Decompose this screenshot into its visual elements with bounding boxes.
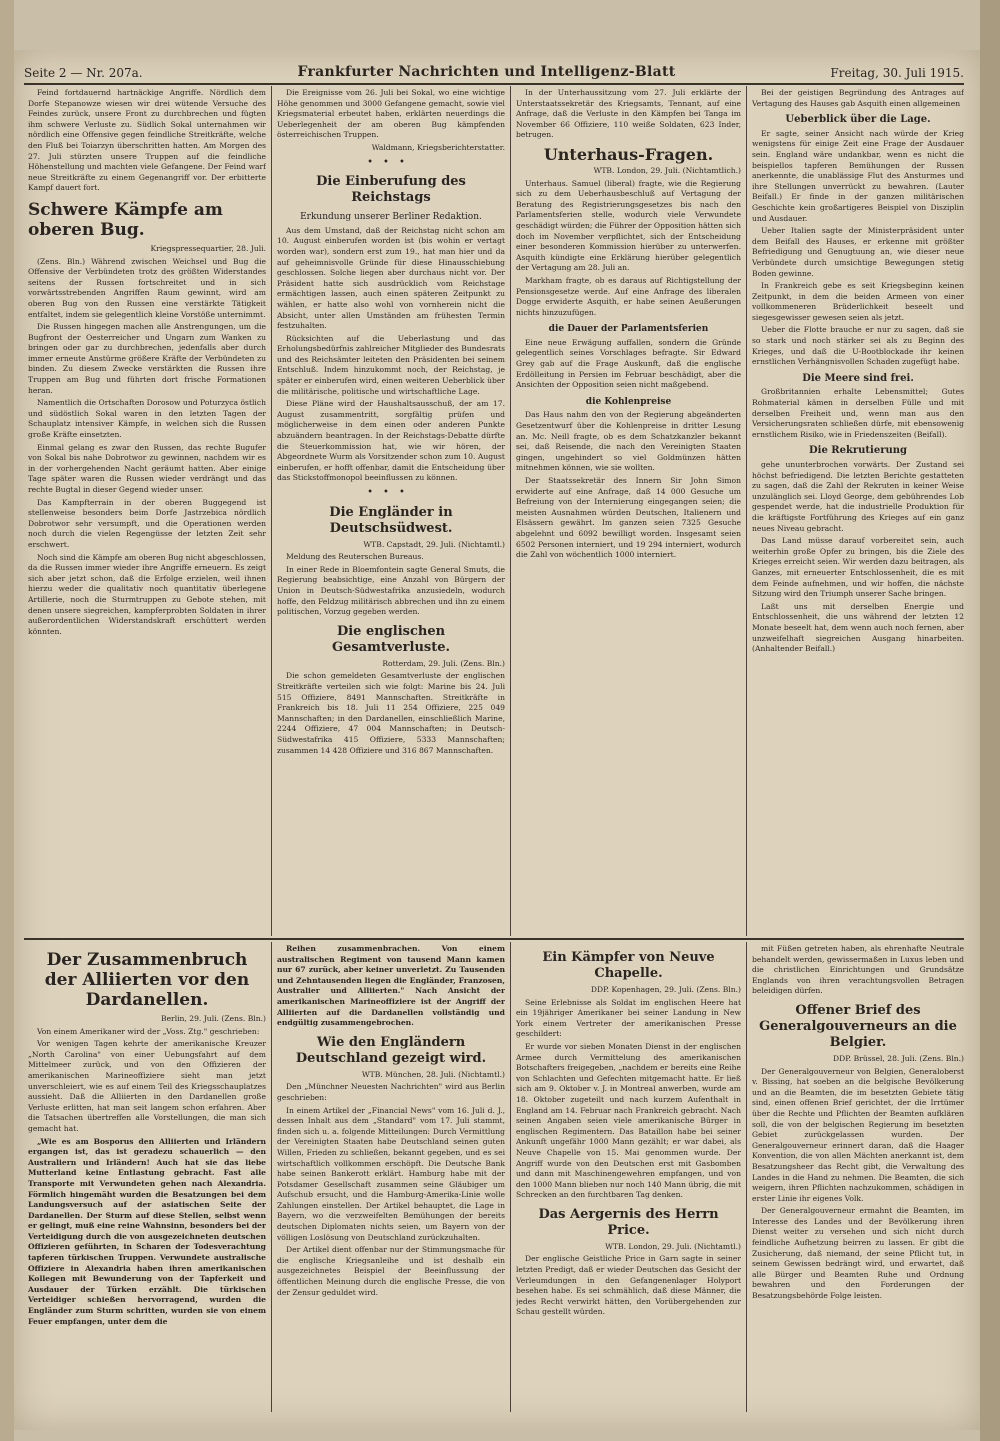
column-rule bbox=[271, 86, 272, 936]
paragraph: (Zens. Bln.) Während zwischen Weichsel und Bug die Offensive der Verbündeten trotz des größten Widerstandes seitens der Russen fortschreitet und in sich vorwärtsstrebenden Angriffen Raum gewinnt, wird am oberen Bug von den Russen eine verstärkte Tätigkeit entfaltet, indem sie gelegentlich kleine Vorstöße unternimmt. bbox=[28, 256, 266, 319]
paragraph: Unterhaus. Samuel (liberal) fragte, wie die Regierung sich zu dem Ueberhausbeschluß auf Vertagung der Beratung des Registrierungsgesetzes bis nach den Parlamentsferien stelle, wodurch viele Verwundete geschädigt würden; die Führer der Opposition hätten sich doch im November verpflichtet, sich der Entscheidung einer besonderen Kommission hierüber zu unterwerfen. Asquith kündigte eine Erklärung hierüber gelegentlich der Vertagung am 28. Juli an. bbox=[516, 178, 741, 273]
paragraph: Aus dem Umstand, daß der Reichstag nicht schon am 10. August einberufen worden ist (bis wohin er vertagt worden war), sondern erst zum 19., hat man hier und da auf geheimnisvolle Gründe für diese Hinausschiebung geschlossen. Solche liegen aber durchaus nicht vor. Der Präsident hatte sich ausdrücklich vom Reichstage ermächtigen lassen, auch einen späteren Zeitpunkt zu wählen, er hatte also wohl von vornherein nicht die Absicht, unter allen Umständen am frühesten Termin festzuhalten. bbox=[277, 225, 505, 331]
paragraph: Der Generalgouverneur von Belgien, Generaloberst v. Bissing, hat soeben an die belgische Bevölkerung und an die Beamten, die im besetzten Gebiete tätig sind, einen offenen Brief gerichtet, der die Irrtümer über die Rechte und Pflichten der Beamten aufklären soll, die von der belgischen Regierung im besetzten Gebiet zurückgelassen wurden. Der Generalgouverneur erinnert daran, daß die Haager Konvention, die von allen Mächten anerkannt ist, dem Besatzungsheer das Recht gibt, die Verwaltung des Landes in die Hand zu nehmen. Die Beamten, die sich weigern, ihren Pflichten nachzukommen, schädigen in erster Linie ihr eigenes Volk. bbox=[752, 1066, 964, 1203]
paragraph: Seine Erlebnisse als Soldat im englischen Heere hat ein 19jähriger Amerikaner bei seiner Landung in New York einem Vertreter der amerikanischen Presse geschildert: bbox=[516, 997, 741, 1039]
dateline: WTB. London, 29. Juli. (Nichtamtlich.) bbox=[593, 165, 741, 175]
paragraph: Diese Pläne wird der Haushaltsausschuß, der am 17. August zusammentritt, sorgfältig prüfen und möglicherweise in dem einen oder anderen Punkte abzuändern beantragen. In der Reichstags-Debatte dürfte die Steuerkommission hat, wie wir hören, der Abgeordnete Wurm als Vorsitzender schon zum 10. August einberufen, er hofft offenbar, damit die Entscheidung über das Stickstoffmonopol beeinflussen zu können. bbox=[277, 399, 505, 483]
paragraph: In einem Artikel der „Financial News" vom 16. Juli d. J., dessen Inhalt aus dem „Standard" vom 17. Juli stammt, finden sich u. a. folgende Mitteilungen: Durch Vermittlung der Vereinigten Staaten habe Deutschland seinen guten Willen, Frieden zu schließen, bekannt gegeben, und es sei wirtschaftlich vollkommen erschöpft. Die Deutsche Bank habe seinen Bankerott erklärt. Hamburg habe mit der Potsdamer Gesellschaft zusammen seine Gläubiger um Aufschub ersucht, und die Hamburg-Amerika-Linie wolle Zahlungen einstellen. Der Artikel behauptet, die Lage in Bayern, wo die verzweifelten Bemühungen der bereits deutschen Diplomaten nichts seien, um Bayern von der völligen Loslösung von Deutschland zurückzuhalten. bbox=[277, 1105, 505, 1242]
headline-offener-brief: Offener Brief des Generalgouverneurs an die Belgier. bbox=[759, 1002, 957, 1050]
section-rule bbox=[24, 938, 964, 940]
subheadline-parlamentsferien: die Dauer der Parlamentsferien bbox=[548, 324, 709, 335]
paragraph: Einmal gelang es zwar den Russen, das rechte Bugufer von Sokal bis nahe Dobrotwor zu gewinnen, nachdem wir es in der vorhergehenden Nacht geräumt hatten. Aber einige Tage später waren die Russen wieder verdrängt und das rechte Bugtal in dieser Gegend wieder unser. bbox=[28, 442, 266, 494]
paragraph: Der Staatssekretär des Innern Sir John Simon erwiderte auf eine Anfrage, daß 14 000 Gesuche um Befreiung von der Internierung eingegangen seien; die meisten Ausnahmen würden Deutschen, Italienern und Elsässern gewährt. Im ganzen seien 7325 Gesuche abgelehnt und 6092 bewilligt worden. Insgesamt seien 6502 Personen interniert, und 19 294 interniert, wodurch die Zahl von wöchentlich 1000 interniert. bbox=[516, 476, 741, 560]
dateline: Rotterdam, 29. Juli. (Zens. Bln.) bbox=[382, 658, 505, 668]
column-rule bbox=[271, 942, 272, 1412]
headline-deutschsuedwest: Die Engländer in Deutschsüdwest. bbox=[329, 504, 453, 536]
page-edge-left bbox=[0, 0, 14, 1441]
paragraph: Den „Münchner Neuesten Nachrichten" wird aus Berlin geschrieben: bbox=[277, 1082, 505, 1102]
headline-price: Das Aergernis des Herrn Price. bbox=[538, 1206, 719, 1238]
column-1 bbox=[28, 88, 266, 934]
bottom-column-4 bbox=[752, 944, 964, 1414]
paragraph: In Frankreich gebe es seit Kriegsbeginn keinen Zeitpunkt, in dem die beiden Armeen von einer vollkommeneren Brüderlichkeit beseelt und siegesgewisser gewesen seien als jetzt. bbox=[752, 281, 964, 322]
paragraph: Die schon gemeldeten Gesamtverluste der englischen Streitkräfte verteilen sich wie folgt: Marine bis 24. Juli 515 Offiziere, 8491 Mannschaften. Streitkräfte in Frankreich bis 18. Juli 11 254 Offiziere, 225 049 Mannschaften; in den Dardanellen, einschließlich Marine, 2244 Offiziere, 47 004 Mannschaften; in Deutsch-Südwestafrika 415 Offiziere, 5333 Mannschaften; zusammen 14 428 Offiziere und 316 867 Mannschaften. bbox=[277, 671, 505, 755]
dateline: Berlin, 29. Juli. (Zens. Bln.) bbox=[160, 1014, 266, 1023]
column-2 bbox=[277, 88, 505, 934]
paragraph: Markham fragte, ob es daraus auf Richtigstellung der Pensionsgesetze werde. Auf eine Anfrage des liberalen Dogge erwiderte Asquith, er habe seinen Aeußerungen nichts hinzuzufügen. bbox=[516, 275, 741, 317]
headline-gesamtverluste: Die englischen Gesamtverluste. bbox=[331, 623, 451, 655]
subheadline: Erkundung unserer Berliner Redaktion. bbox=[300, 212, 482, 223]
paragraph: Laßt uns mit derselben Energie und Entschlossenheit, die uns während der letzten 12 Monate beseelt hat, dem wenn auch noch fernen, aber unzweifelhaft siegreichen Ausgang hinarbeiten. (Anhaltender Beifall.) bbox=[752, 601, 964, 654]
paragraph: Das Land müsse darauf vorbereitet sein, auch weiterhin große Opfer zu bringen, bis die Ziele des Krieges erreicht seien. Wir werden dazu beitragen, als Ganzes, mit erneuerter Entschlossenheit, die es mit dem Feinde aufnehmen, und wir hoffen, die nächste Sitzung wird den Triumph unserer Sache bringen. bbox=[752, 536, 964, 599]
paragraph: Er sagte, seiner Ansicht nach würde der Krieg wenigstens für einige Zeit eine Frage der Ausdauer sein. England wäre undankbar, wenn es nicht die beispiellos tapferen Bemühungen der Russen anerkennte, die unablässige Flut des Ansturmes und ihre Stellungen unverrückt zu bewahren. (Lauter Beifall.) Er finde in der ganzen militärischen Geschichte kein großartigeres Beispiel von Disziplin und Ausdauer. bbox=[752, 128, 964, 223]
signature: Waldmann, Kriegsberichterstatter. bbox=[371, 142, 505, 152]
column-rule bbox=[746, 86, 747, 936]
article-continuation: Bei der geistigen Begründung des Antrages auf Vertagung des Hauses gab Asquith einen allgemeinen bbox=[752, 88, 964, 108]
headline-reichstag: Die Einberufung des Reichstags bbox=[316, 174, 466, 206]
bottom-column-3 bbox=[516, 944, 741, 1414]
page-edge-right bbox=[980, 0, 1000, 1441]
masthead bbox=[24, 56, 964, 85]
paragraph: Reihen zusammenbrachen. Von einem australischen Regiment von tausend Mann kamen nur 67 zurück, aber keiner unverletzt. Zu Tausenden und Zehntausenden liegen die Engländer, Franzosen, Australier und Alliierten." Nach Ansicht der amerikanischen Marineoffiziere ist der Angriff der Alliierten auf die Dardanellen vollständig und endgültig zusammengebrochen. bbox=[277, 944, 505, 1028]
dateline: Kriegspressequartier, 28. Juli. bbox=[150, 243, 266, 253]
issue-date: Freitag, 30. Juli 1915. bbox=[830, 66, 964, 80]
column-rule bbox=[510, 942, 511, 1412]
paragraph: „Wie es am Bosporus den Alliierten und Irländern ergangen ist, das ist geradezu schauerlich — den Australiern und Irländern! Auch hat sie das liebe Mutterland keine Entlastung gebracht. Fast alle Transporte mit Verwundeten gehen nach Alexandria. Förmlich hingemäht wurden die Besatzungen bei dem Landungsversuch auf der asiatischen Seite der Dardanellen. Der Sturm auf diese Stellen, selbst wenn er gelingt, muß eine reine Wahnsinn, besonders bei der Verteidigung durch die von ausgezeichneten deutschen Offizieren geführten, in Scharen der Todesverachtung tapferen türkischen Truppen. Verwundete australische Offiziere in Alexandria haben ihren amerikanischen Kollegen mit Bewunderung von der Tapferkeit und Ausdauer der Türken erzählt. Die türkischen Verteidiger schießen hervorragend, wurden die Engländer zum Sturm schritten, wurden sie von einem Feuer empfangen, unter dem die bbox=[28, 1136, 266, 1326]
paragraph: Das Kampfterrain in der oberen Buggegend ist stellenweise besonders beim Dorfe Jastrzebica nördlich Dobrotwor sehr versumpft, und die Operationen werden noch durch die vielen Regengüsse der letzten Zeit sehr erschwert. bbox=[28, 497, 266, 549]
paragraph: Von einem Amerikaner wird der „Voss. Ztg." geschrieben: bbox=[37, 1026, 260, 1036]
headline-dardanellen: Der Zusammenbruch der Alliierten vor den Dardanellen. bbox=[44, 950, 250, 1010]
subheadline-meere: Die Meere sind frei. bbox=[802, 372, 914, 384]
article-continuation: In der Unterhaussitzung vom 27. Juli erklärte der Unterstaatssekretär des Kriegsamts, Tennant, auf eine Anfrage, daß die Verluste in den Kämpfen bei Tanga im November 66 Offiziere, 110 weiße Soldaten, 623 Inder, betrugen. bbox=[516, 88, 741, 140]
paragraph: Der englische Geistliche Price in Garn sagte in seiner letzten Predigt, daß er wieder Deutschen das Gesicht der Verleumdungen in den Gefangenenlager Holyport besehen habe. Es sei schmählich, daß diese Männer, die jedes Recht verwirkt hätten, den Vorübergehenden zur Schau gestellt würden. bbox=[516, 1254, 741, 1317]
dateline: DDP. Kopenhagen, 29. Juli. (Zens. Bln.) bbox=[590, 985, 741, 994]
headline-bug: Schwere Kämpfe am oberen Bug. bbox=[28, 199, 223, 240]
paragraph: In einer Rede in Bloemfontein sagte General Smuts, die Regierung beabsichtige, eine Anzahl von Bürgern der Union in Deutsch-Südwestafrika anzusiedeln, wodurch hoffe, den Feldzug militärisch abbrechen und ihn zu einem politischen, Vorzug gegeben werden. bbox=[277, 564, 505, 617]
subheadline-lage: Ueberblick über die Lage. bbox=[785, 114, 931, 126]
column-rule bbox=[746, 942, 747, 1412]
subheadline-rekrutierung: Die Rekrutierung bbox=[808, 445, 908, 457]
paragraph: Die Russen hingegen machen alle Anstrengungen, um die Bugfront der Oesterreicher und Ungarn zum Wanken zu bringen oder gar zu durchbrechen, jedenfalls aber durch immer erneute Anstürme größere Kräfte der Verbündeten zu binden. Zu diesem Zwecke verstärkten die Russen ihre Truppen am Bug und führten dort frische Formationen heran. bbox=[28, 322, 266, 395]
paragraph: Meldung des Reuterschen Bureaus. bbox=[286, 552, 424, 562]
paragraph: Großbritannien erhalte Lebensmittel; Gutes Rohmaterial kämen in derselben Fülle und mit derselben Freiheit und, wenn man aus den Versicherungsraten schließen dürfe, mit ebensowenig ernstlichem Risiko, wie in Friedenszeiten (Beifall). bbox=[752, 387, 964, 439]
paragraph: Der Generalgouverneur ermahnt die Beamten, im Interesse des Landes und der Bevölkerung ihren Dienst weiter zu versehen und sich nicht durch feindliche Aufhetzung beirren zu lassen. Er gibt die Zusicherung, daß niemand, der seine Pflicht tut, in seinem Gewissen bedrängt wird, und erwartet, daß alle Bürger und Beamten Ruhe und Ordnung bewahren und den Forderungen der Besatzungsbehörde Folge leisten. bbox=[752, 1206, 964, 1301]
paragraph: Er wurde vor sieben Monaten Dienst in der englischen Armee durch Vermittelung des amerikanischen Botschafters freigegeben, „nachdem er bereits eine Reihe von Schlachten und Gefechten mitgemacht hatte. Er ließ sich am 9. Oktober v. J. in Montreal anwerben, wurde am 18. Oktober zugeteilt und nach kurzem Aufenthalt in England am 14. Februar nach Frankreich gebracht. Nach seinen Angaben seien viele amerikanische Bürger in englischen Regimentern. Das Bataillon habe bei seiner Ankunft ungefähr 1000 Mann gezählt; er war dabei, als Neuve Chapelle von 15. Mai genommen wurde. Der Angriff wurde von den Deutschen erst mit Gasbomben und dann mit Maschinengewehren empfangen, und von den 1000 Mann blieben nur noch 140 Mann übrig, die mit Schrecken an den furchtbaren Tag denken. bbox=[516, 1041, 741, 1200]
dateline: DDP. Brüssel, 28. Juli. (Zens. Bln.) bbox=[833, 1053, 964, 1063]
separator-dots: ••• bbox=[367, 156, 415, 168]
column-3 bbox=[516, 88, 741, 934]
headline-neuve-chapelle: Ein Kämpfer von Neuve Chapelle. bbox=[542, 950, 715, 981]
paragraph: Der Artikel dient offenbar nur der Stimmungsmache für die englische Kriegsanleihe und ist deshalb ein ausgezeichnetes Beispiel der Beeinflussung der öffentlichen Meinung durch die englische Presse, die von der Zensur geduldet wird. bbox=[277, 1245, 505, 1297]
newspaper-title: Frankfurter Nachrichten und Intelligenz-Blatt bbox=[297, 64, 676, 80]
paragraph: Namentlich die Ortschaften Dorosow und Poturzyca östlich und südöstlich Sokal waren in den letzten Tagen der Schauplatz intensiver Kämpfe, in welchen sich die Russen große Kräfte einsetzten. bbox=[28, 398, 266, 440]
paragraph: gehe ununterbrochen vorwärts. Der Zustand sei höchst befriedigend. Die letzten Berichte gestatteten zu sagen, daß die Zahl der Rekruten in keiner Weise unzulänglich sei. Lloyd George, dem gebührendes Lob gespendet werde, hat die industrielle Produktion für die kräftigste Fortführung des Krieges auf ein ganz neues Niveau gebracht. bbox=[752, 460, 964, 533]
paragraph: Vor wenigen Tagen kehrte der amerikanische Kreuzer „North Carolina" von einer Uebungsfahrt auf dem Mittelmeer zurück, und von den Offizieren der amerikanischen Marineoffiziere sieht man jetzt unverschleiert, wie es auf einem Teil des Kriegsschauplatzes aussieht. Daß die Alliierten in den Dardanellen große Verluste erlitten, hat man seit langem schon erfahren. Aber die Tatsachen übertreffen alle Vorstellungen, die man sich gemacht hat. bbox=[28, 1039, 266, 1133]
paragraph: Ueber Italien sagte der Ministerpräsident unter dem Beifall des Hauses, er erkenne mit größter Befriedigung und Genugtuung an, wie dieser neue Verbündete durch umsichtige Bewegungen stetig Boden gewinne. bbox=[752, 226, 964, 278]
article-continuation: Die Ereignisse vom 26. Juli bei Sokal, wo eine wichtige Höhe genommen und 3000 Gefangene gemacht, sowie viel Kriegsmaterial erbeutet haben, erklärten neuerdings die Ueberlegenheit der am oberen Bug kämpfenden österreichischen Truppen. bbox=[277, 88, 505, 140]
page-number: Seite 2 — Nr. 207a. bbox=[24, 66, 143, 80]
separator-dots: ••• bbox=[367, 487, 415, 498]
paragraph: Rücksichten auf die Ueberlastung und das Erholungsbedürfnis zahlreicher Mitglieder des Bundesrats und des Reichsämter leiteten den Präsidenten bei seinem Entschluß. Indem hinzukommt noch, der Reichstag, je später er einberufen wird, einen weiteren Ueberblick über die militärische, politische und wirtschaftliche Lage. bbox=[277, 333, 505, 396]
paragraph: Das Haus nahm den von der Regierung abgeänderten Gesetzentwurf über die Kohlenpreise in dritter Lesung an. Mc. Neill fragte, ob es dem Schatzkanzler bekannt sei, daß Reisende, die nach den Vereinigten Staaten gingen, ungehindert so viel Goldmünzen hätten mitnehmen können, wie sie wollten. bbox=[516, 410, 741, 473]
paragraph: Noch sind die Kämpfe am oberen Bug nicht abgeschlossen, da die Russen immer wieder ihre Angriffe erneuern. Es zeigt sich aber jetzt schon, daß die Erfolge erzielen, weil ihnen hierzu weder die qualitativ noch quantitativ überlegene Artillerie, noch die Sturmtruppen zu Gebote stehen, mit denen unsere siegreichen, kampferprobten Soldaten in ihrer außerordentlichen Widerstandskraft erschüttert werden könnten. bbox=[28, 552, 266, 636]
bottom-column-2 bbox=[277, 944, 505, 1414]
headline-engländer: Wie den Engländern Deutschland gezeigt wird. bbox=[295, 1034, 487, 1066]
paragraph: Ueber die Flotte brauche er nur zu sagen, daß sie so stark und noch stärker sei als zu Beginn des Krieges, und daß die U-Bootblockade ihr keinen ernstlichen Verhängnisvollen Schaden zugefügt habe. bbox=[752, 325, 964, 367]
article-continuation: mit Füßen getreten haben, als ehrenhafte Neutrale behandelt werden, gewissermaßen in Luxus leben und die christlichen Einrichtungen und Grundsätze Englands von ihren verachtungsvollen Betragen beleidigen dürfen. bbox=[752, 944, 964, 996]
dateline: WTB. Capstadt, 29. Juli. (Nichtamtl.) bbox=[363, 539, 505, 549]
column-4 bbox=[752, 88, 964, 934]
dateline: WTB. London, 29. Juli. (Nichtamtl.) bbox=[605, 1241, 741, 1251]
article-continuation: Feind fortdauernd hartnäckige Angriffe. Nördlich dem Dorfe Stepanowze wiesen wir drei wütende Versuche des Feindes zurück, unsere Front zu durchbrechen und fügten ihm schwere Verluste zu. Südlich Sokal unternahmen wir nördlich eine Offensive gegen feindliche Streitkräfte, welche den Fluß bei Toiarzyn überschritten hatten. Am Morgen des 27. Juli stürzten unsere Truppen auf die feindliche Höhenstellung und machten viele Gefangene. Der Feind warf neue Streitkräfte zu einem Gegenangriff vor. Der erbitterte Kampf dauert fort. bbox=[28, 88, 266, 193]
paragraph: Eine neue Erwägung auffallen, sondern die Gründe gelegentlich seines Vorschlages befragte. Sir Edward Grey gab auf die Frage Auskunft, daß die englische Erdölleitung in Persien im Februar beschädigt, aber die Ansichten der Opposition seien nicht maßgebend. bbox=[516, 337, 741, 390]
headline-unterhaus: Unterhaus-Fragen. bbox=[543, 144, 714, 164]
column-rule bbox=[510, 86, 511, 936]
dateline: WTB. München, 28. Juli. (Nichtamtl.) bbox=[361, 1069, 505, 1079]
bottom-column-1 bbox=[28, 944, 266, 1414]
subheadline-kohlenpreise: die Kohlenpreise bbox=[585, 396, 672, 407]
